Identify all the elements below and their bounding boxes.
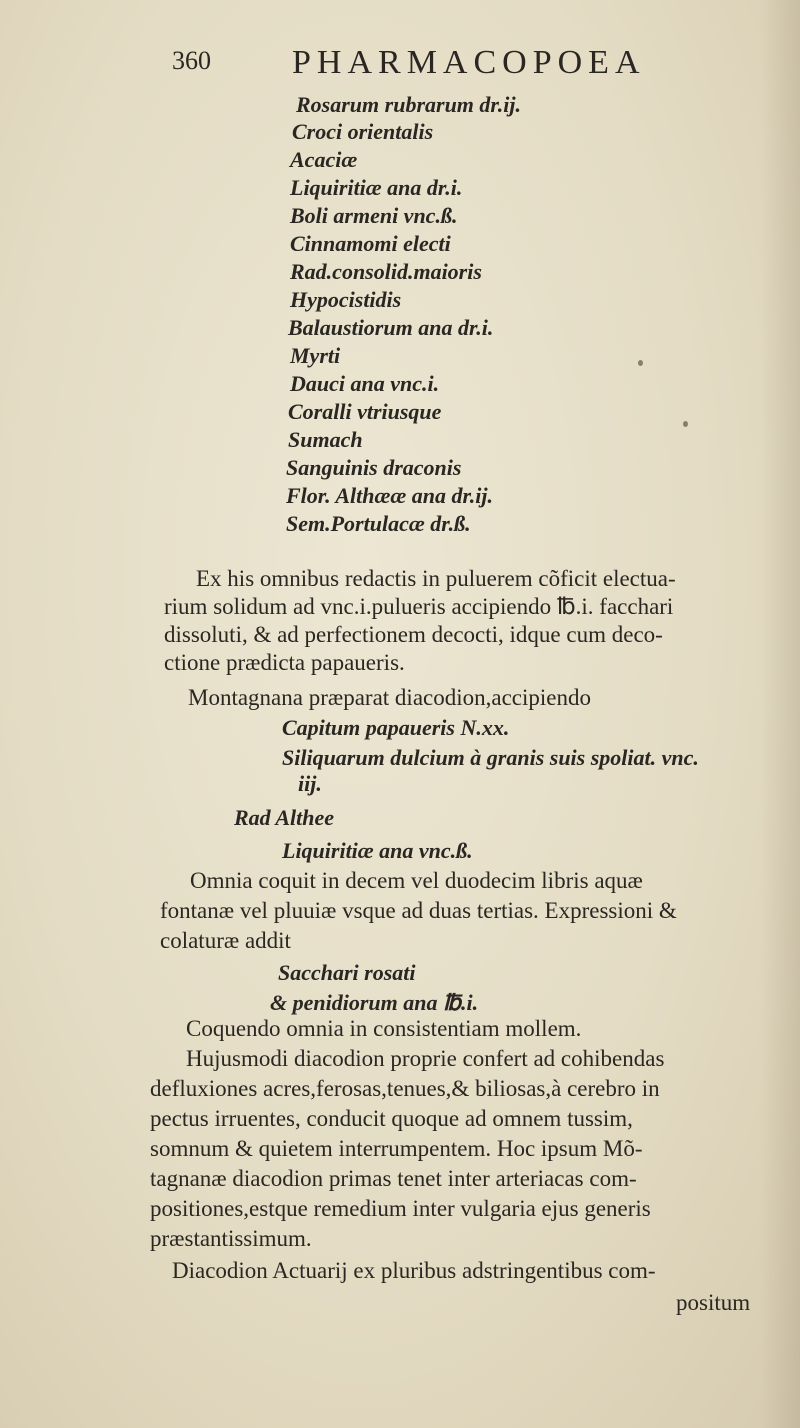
ingredient-line: Sanguinis draconis <box>286 455 462 480</box>
text-line: tagnanæ diacodion primas tenet inter arteriacas com- <box>150 1166 637 1191</box>
ink-spot <box>683 421 688 427</box>
ingredient-line: Coralli vtriusque <box>288 399 442 424</box>
ink-spot <box>638 360 643 366</box>
page-edge-shadow <box>760 0 800 1428</box>
recipe-line: iij. <box>298 771 322 796</box>
text-line: colaturæ addit <box>160 928 291 953</box>
ingredient-line: Cinnamomi electi <box>290 231 451 256</box>
recipe-line: Rad Althee <box>234 805 335 830</box>
text-line: Montagnana præparat diacodion,accipiendo <box>188 685 591 710</box>
text-line: defluxiones acres,ferosas,tenues,& biliosas,à cerebro in <box>150 1076 660 1101</box>
ingredient-line: Sem.Portulacæ dr.ß. <box>286 511 471 536</box>
ingredient-line: Flor. Althææ ana dr.ij. <box>286 483 494 508</box>
ingredient-line: Liquiritiæ ana dr.i. <box>290 175 463 200</box>
catchword: positum <box>676 1290 751 1315</box>
text-line: dissoluti, & ad perfectionem decocti, idque cum deco- <box>164 622 663 647</box>
ingredient-line: Hypocistidis <box>290 287 402 312</box>
ingredient-line: Myrti <box>290 343 341 368</box>
text-line: rium solidum ad vnc.i.pulueris accipiendo ℔.i. facchari <box>164 594 674 619</box>
text-line: fontanæ vel pluuiæ vsque ad duas tertias. Expressioni & <box>160 898 677 923</box>
text-line: Omnia coquit in decem vel duodecim libris aquæ <box>190 868 643 893</box>
recipe-line: & penidiorum ana ℔.i. <box>270 990 479 1015</box>
ingredient-line: Rosarum rubrarum dr.ij. <box>296 92 521 117</box>
ingredient-line: Boli armeni vnc.ß. <box>290 203 458 228</box>
text-line: Diacodion Actuarij ex pluribus adstringentibus com- <box>172 1258 656 1283</box>
page-number: 360 <box>172 46 211 75</box>
ingredient-line: Croci orientalis <box>292 119 434 144</box>
page-header <box>172 44 692 88</box>
text-line: pectus irruentes, conducit quoque ad omnem tussim, <box>150 1106 633 1131</box>
running-title: PHARMACOPOEA <box>292 44 646 81</box>
text-line: Ex his omnibus redactis in puluerem cõficit electua- <box>196 566 676 591</box>
recipe-line: Capitum papaueris N.xx. <box>282 715 510 740</box>
ingredient-line: Acaciæ <box>290 147 358 172</box>
ingredient-line: Rad.consolid.maioris <box>290 259 482 284</box>
recipe-line: Siliquarum dulcium à granis suis spoliat. vnc. <box>282 745 699 770</box>
text-line: Coquendo omnia in consistentiam mollem. <box>186 1016 582 1041</box>
ingredient-line: Sumach <box>288 427 363 452</box>
text-line: somnum & quietem interrumpentem. Hoc ipsum Mõ- <box>150 1136 643 1161</box>
text-line: ctione prædicta papaueris. <box>164 650 405 675</box>
ingredient-line: Balaustiorum ana dr.i. <box>288 315 494 340</box>
recipe-line: Sacchari rosati <box>278 960 416 985</box>
ingredient-line: Dauci ana vnc.i. <box>290 371 440 396</box>
text-line: Hujusmodi diacodion proprie confert ad cohibendas <box>186 1046 665 1071</box>
recipe-line: Liquiritiæ ana vnc.ß. <box>282 838 473 863</box>
text-line: positiones,estque remedium inter vulgaria ejus generis <box>150 1196 651 1221</box>
text-line: præstantissimum. <box>150 1226 312 1251</box>
